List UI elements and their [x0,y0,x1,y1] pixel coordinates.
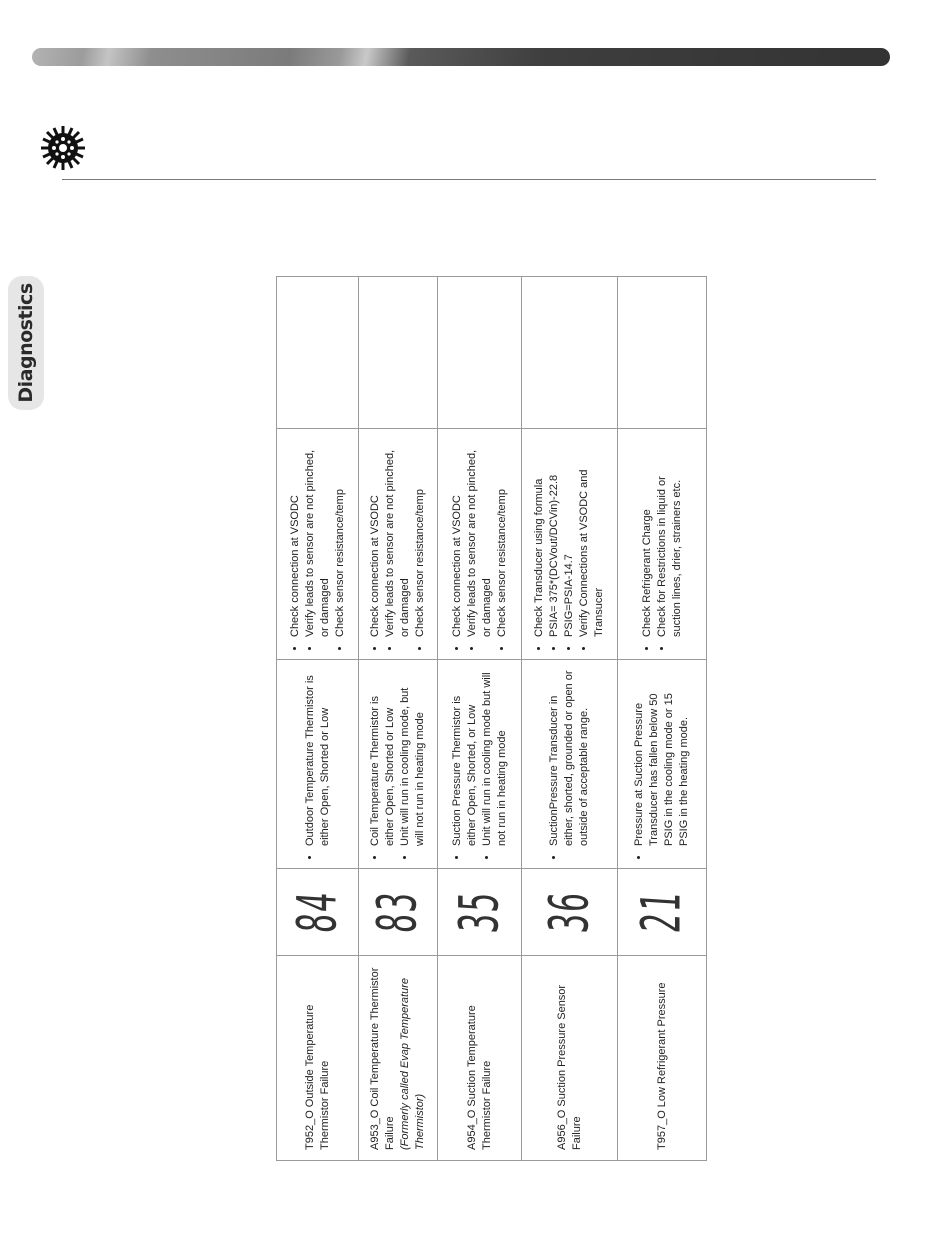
description-item: • Unit will run in cooling mode but will not run in heating mode [480,670,510,846]
action-item: • Check Transducer using formula [532,439,547,637]
description-item: • Coil Temperature Thermistor is either Open, Shorted or Low [368,670,398,846]
header-rule [62,179,876,180]
code-cell [438,869,522,956]
section-tab-label: Diagnostics [15,283,37,403]
description-item: • Pressure at Suction Pressure Transducer has fallen below 50 PSIG in the cooling mode or 15 PSIG in the heating mode. [632,670,692,846]
fault-cell [522,956,618,1161]
fault-code-display: 21 [630,889,694,935]
code-cell [618,869,707,956]
action-item: • Check sensor resistance/temp [333,439,348,637]
table-row [618,277,707,1161]
table-row [277,277,359,1161]
description-item: • Outdoor Temperature Thermistor is either Open, Shorted or Low [303,670,333,846]
description-cell [522,660,618,869]
action-item: • Check connection at VSODC [450,439,465,637]
actions-cell [438,429,522,660]
header-bar [32,48,890,66]
fault-cell [277,956,359,1161]
diagnostics-table-rotated [276,277,706,1161]
actions-cell [277,429,359,660]
actions-cell-list [532,439,607,649]
action-item: • PSIA= 375*(DCVout/DCVin)-22.8 [547,439,562,637]
description-cell-list [547,670,592,858]
action-item: • Verify leads to sensor are not pinched, or damaged [465,439,495,637]
actions-cell [359,429,438,660]
description-cell [618,660,707,869]
diagnostics-table-container [276,277,706,1161]
notes-cell [277,277,359,429]
table-row [522,277,618,1161]
action-item: • Check connection at VSODC [368,439,383,637]
notes-cell [522,277,618,429]
table-row [359,277,438,1161]
section-tab [8,276,44,410]
notes-cell [359,277,438,429]
fault-code-display: 84 [286,889,349,935]
description-item: • Suction Pressure Thermistor is either Open, Shorted, or Low [450,670,480,846]
action-item: • Check for Restrictions in liquid or suction lines, drier, strainers etc. [655,439,685,637]
fault-code-display: 35 [448,889,511,935]
fault-note: (Formerly called Evap Temperature Thermistor) [399,978,426,1150]
actions-cell-list [368,439,428,649]
fault-name: A954_O Suction Temperature Thermistor Failure [465,1005,493,1150]
gear-snowflake-icon [40,125,86,171]
action-item: • Check sensor resistance/temp [495,439,510,637]
diagnostics-table [276,276,707,1161]
fault-name: T952_O Outside Temperature Thermistor Failure [303,1004,331,1150]
description-item: • Unit will run in cooling mode, but will not run in heating mode [398,670,428,846]
description-cell-list [632,670,692,858]
action-item: • Verify leads to sensor are not pinched, or damaged [303,439,333,637]
actions-cell-list [288,439,348,649]
fault-code-display: 83 [366,889,430,935]
description-item: • SuctionPressure Transducer in either, shorted, grounded or open or outside of acceptable range. [547,670,592,846]
fault-name: T957_O Low Refrigerant Pressure [655,982,668,1150]
code-cell [359,869,438,956]
fault-code-display: 36 [538,889,601,935]
notes-cell [618,277,707,429]
fault-name: A953_O Coil Temperature Thermistor Failure [369,967,396,1150]
action-item: • Check sensor resistance/temp [413,439,428,637]
actions-cell [522,429,618,660]
description-cell-list [303,670,333,858]
actions-cell-list [450,439,510,649]
fault-cell [359,956,438,1161]
description-cell [277,660,359,869]
actions-cell-list [640,439,685,649]
action-item: • PSIG=PSIA-14.7 [562,439,577,637]
code-cell [522,869,618,956]
description-cell-list [450,670,510,858]
actions-cell [618,429,707,660]
action-item: • Check Refrigerant Charge [640,439,655,637]
table-body [277,277,707,1161]
fault-cell [618,956,707,1161]
code-cell [277,869,359,956]
action-item: • Verify Connections at VSODC and Transucer [577,439,607,637]
description-cell [438,660,522,869]
fault-name: A956_O Suction Pressure Sensor Failure [555,984,583,1150]
action-item: • Check connection at VSODC [288,439,303,637]
description-cell-list [368,670,428,858]
description-cell [359,660,438,869]
action-item: • Verify leads to sensor are not pinched, or damaged [383,439,413,637]
fault-cell [438,956,522,1161]
table-row [438,277,522,1161]
notes-cell [438,277,522,429]
